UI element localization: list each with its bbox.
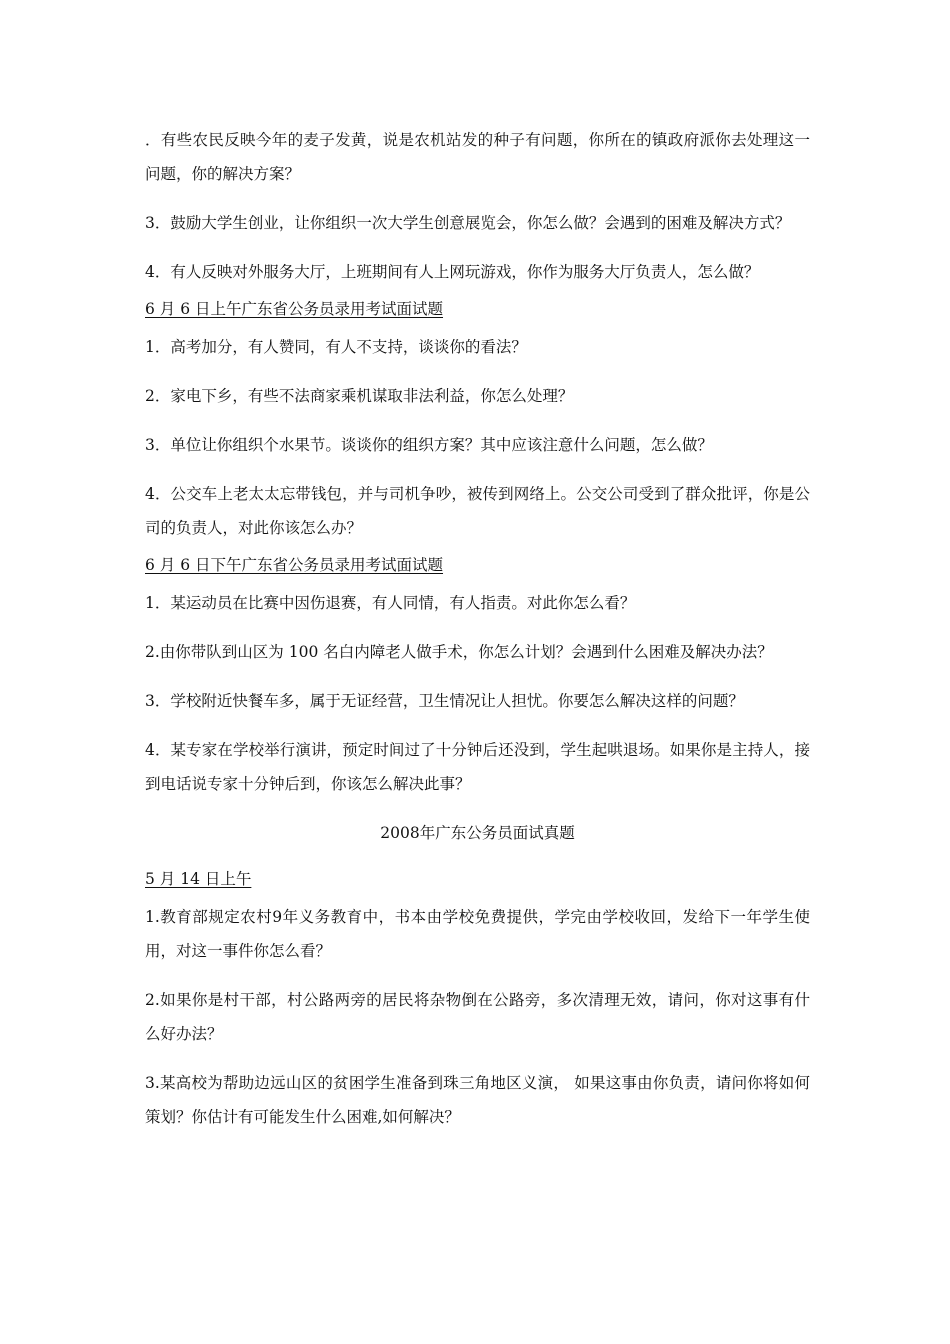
question-paragraph: 1．某运动员在比赛中因伤退赛，有人同情，有人指责。对此你怎么看？	[145, 594, 636, 612]
question-paragraph: 4．公交车上老太太忘带钱包，并与司机争吵，被传到网络上。公交公司受到了群众批评，你是公司的负责人，对此你该怎么办？	[145, 485, 810, 537]
question-paragraph: 3．学校附近快餐车多，属于无证经营，卫生情况让人担忧。你要怎么解决这样的问题？	[145, 692, 744, 710]
question-paragraph: 1．高考加分，有人赞同，有人不支持，谈谈你的看法？	[145, 338, 527, 356]
question-paragraph: 4．某专家在学校举行演讲，预定时间过了十分钟后还没到，学生起哄退场。如果你是主持人，接到电话说专家十分钟后到，你该怎么解决此事？	[145, 741, 810, 793]
section-heading: 5 月 14 日上午	[145, 870, 252, 888]
question-paragraph: 3．单位让你组织个水果节。谈谈你的组织方案？其中应该注意什么问题，怎么做？	[145, 436, 713, 454]
question-paragraph: 2．家电下乡，有些不法商家乘机谋取非法利益，你怎么处理？	[145, 387, 574, 405]
question-paragraph: 1.教育部规定农村9年义务教育中，书本由学校免费提供，学完由学校收回，发给下一年学生使用，对这一事件你怎么看？	[145, 908, 810, 960]
section-heading: 6 月 6 日下午广东省公务员录用考试面试题	[145, 556, 444, 574]
document-body	[145, 123, 810, 1149]
question-paragraph: 2.由你带队到山区为 100 名白内障老人做手术，你怎么计划？会遇到什么困难及解决办法？	[145, 643, 773, 661]
question-paragraph: 4．有人反映对外服务大厅，上班期间有人上网玩游戏，你作为服务大厅负责人，怎么做？	[145, 263, 760, 281]
question-paragraph: 3．鼓励大学生创业，让你组织一次大学生创意展览会，你怎么做？会遇到的困难及解决方式？	[145, 214, 791, 232]
question-paragraph: 3.某高校为帮助边远山区的贫困学生准备到珠三角地区义演， 如果这事由你负责，请问你将如何策划？你估计有可能发生什么困难,如何解决？	[145, 1074, 810, 1126]
question-paragraph: ．有些农民反映今年的麦子发黄，说是农机站发的种子有问题，你所在的镇政府派你去处理这一问题，你的解决方案？	[145, 131, 810, 183]
question-paragraph: 2.如果你是村干部，村公路两旁的居民将杂物倒在公路旁，多次清理无效，请问，你对这事有什么好办法？	[145, 991, 810, 1043]
document-title: 2008年广东公务员面试真题	[380, 824, 575, 842]
section-heading: 6 月 6 日上午广东省公务员录用考试面试题	[145, 300, 444, 318]
